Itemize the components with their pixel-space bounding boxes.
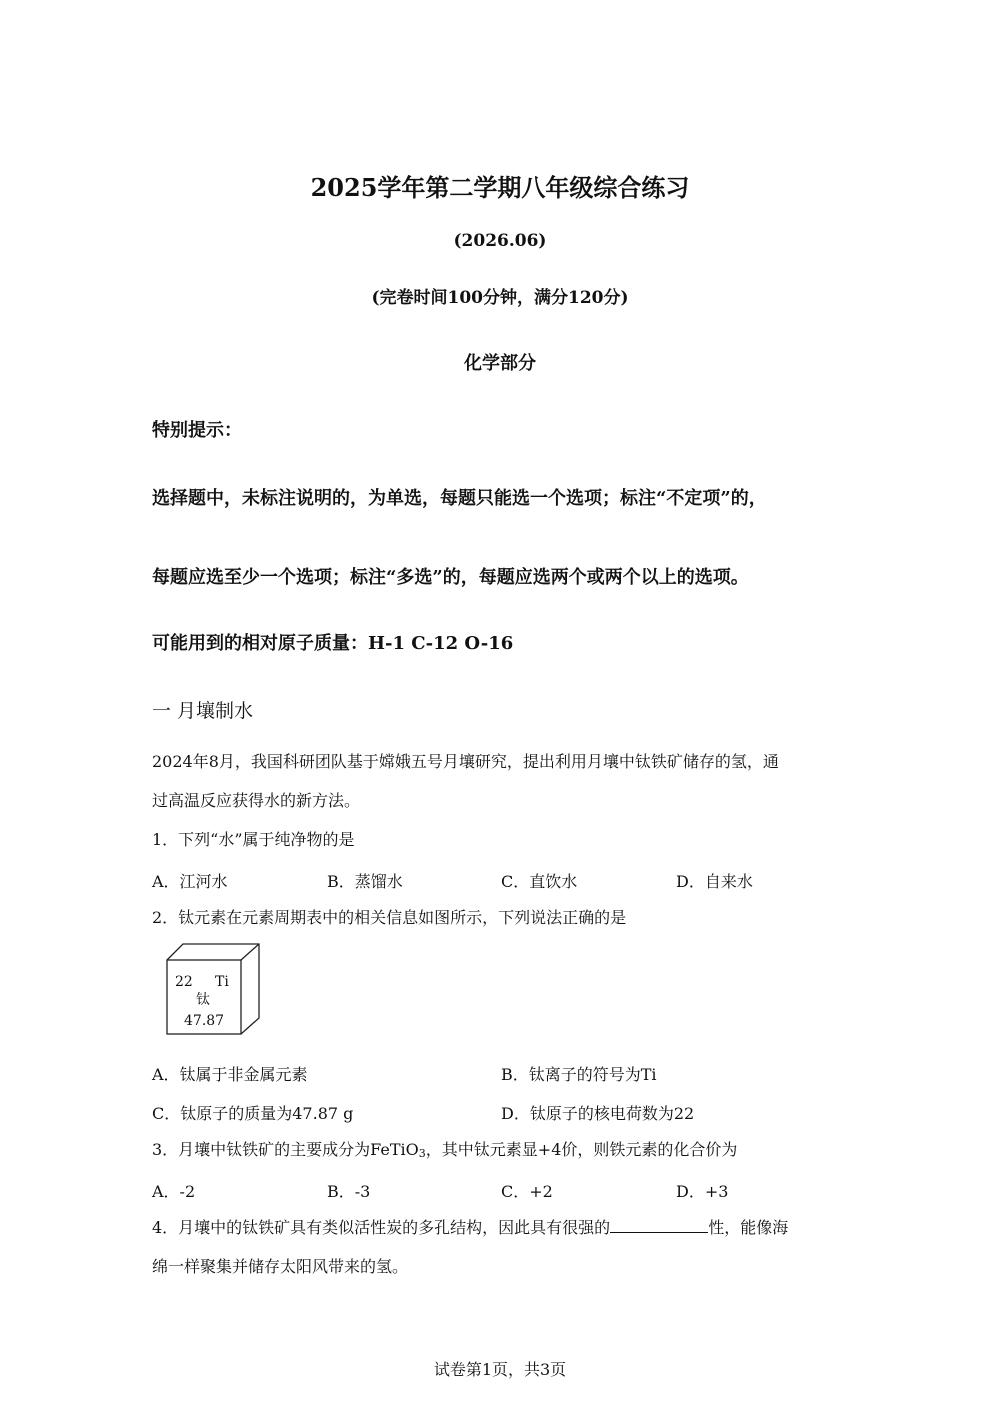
question-3-option-b[interactable]: B．-3	[327, 1182, 371, 1201]
question-3-option-a[interactable]: A．-2	[152, 1182, 196, 1201]
question-1-option-d[interactable]: D．自来水	[676, 872, 753, 891]
question-4-stem-pre: 4．月壤中的钛铁矿具有类似活性炭的多孔结构，因此具有很强的	[152, 1218, 611, 1237]
element-atomic-number: 22	[175, 974, 193, 990]
question-2-option-d[interactable]: D．钛原子的核电荷数为22	[501, 1104, 695, 1123]
question-4-stem	[152, 1218, 788, 1238]
element-atomic-mass: 47.87	[184, 1013, 225, 1029]
page-footer: 试卷第1页，共3页	[433, 1360, 567, 1379]
question-2-option-c[interactable]: C．钛原子的质量为47.87 g	[152, 1104, 354, 1123]
notice-line-1: 选择题中，未标注说明的，为单选，每题只能选一个选项；标注“不定项”的，	[152, 488, 767, 509]
question-3-option-d[interactable]: D．+3	[676, 1182, 729, 1201]
exam-time-info: (完卷时间100分钟，满分120分)	[371, 288, 629, 308]
page-title: 2025学年第二学期八年级综合练习	[310, 173, 690, 202]
question-2-option-a[interactable]: A．钛属于非金属元素	[152, 1065, 308, 1084]
question-1-option-b[interactable]: B．蒸馏水	[327, 872, 403, 891]
question-4-line-2: 绵一样聚集并储存太阳风带来的氢。	[152, 1257, 409, 1276]
intro-line-1: 2024年8月，我国科研团队基于嫦娥五号月壤研究，提出利用月壤中钛铁矿储存的氢，通	[152, 752, 779, 771]
intro-line-2: 过高温反应获得水的新方法。	[152, 791, 361, 810]
part-heading: 一 月壤制水	[152, 700, 254, 722]
question-1-option-c[interactable]: C．直饮水	[501, 872, 578, 891]
exam-date: (2026.06)	[453, 231, 547, 251]
question-3-stem	[152, 1140, 737, 1164]
element-symbol: Ti	[215, 974, 229, 990]
notice-heading: 特别提示：	[152, 420, 242, 441]
question-2-stem: 2．钛元素在元素周期表中的相关信息如图所示，下列说法正确的是	[152, 908, 627, 927]
question-3-stem-post: ，其中钛元素显+4价，则铁元素的化合价为	[425, 1140, 738, 1159]
question-4-stem-post: 性，能像海	[708, 1218, 789, 1237]
element-card	[163, 940, 263, 1038]
atomic-mass-info: 可能用到的相对原子质量：H-1 C-12 O-16	[152, 633, 514, 654]
question-1-stem: 1．下列“水”属于纯净物的是	[152, 830, 355, 849]
question-3-formula-subscript: 3	[418, 1147, 426, 1160]
section-title: 化学部分	[464, 353, 536, 374]
question-3-option-c[interactable]: C．+2	[501, 1182, 553, 1201]
element-name: 钛	[196, 992, 210, 1008]
question-2-option-b[interactable]: B．钛离子的符号为Ti	[501, 1065, 657, 1084]
question-1-option-a[interactable]: A．江河水	[152, 872, 228, 891]
notice-line-2: 每题应选至少一个选项；标注“多选”的，每题应选两个或两个以上的选项。	[152, 567, 749, 588]
question-3-stem-pre: 3．月壤中钛铁矿的主要成分为FeTiO	[152, 1140, 419, 1159]
question-4-answer-blank[interactable]	[610, 1218, 708, 1233]
